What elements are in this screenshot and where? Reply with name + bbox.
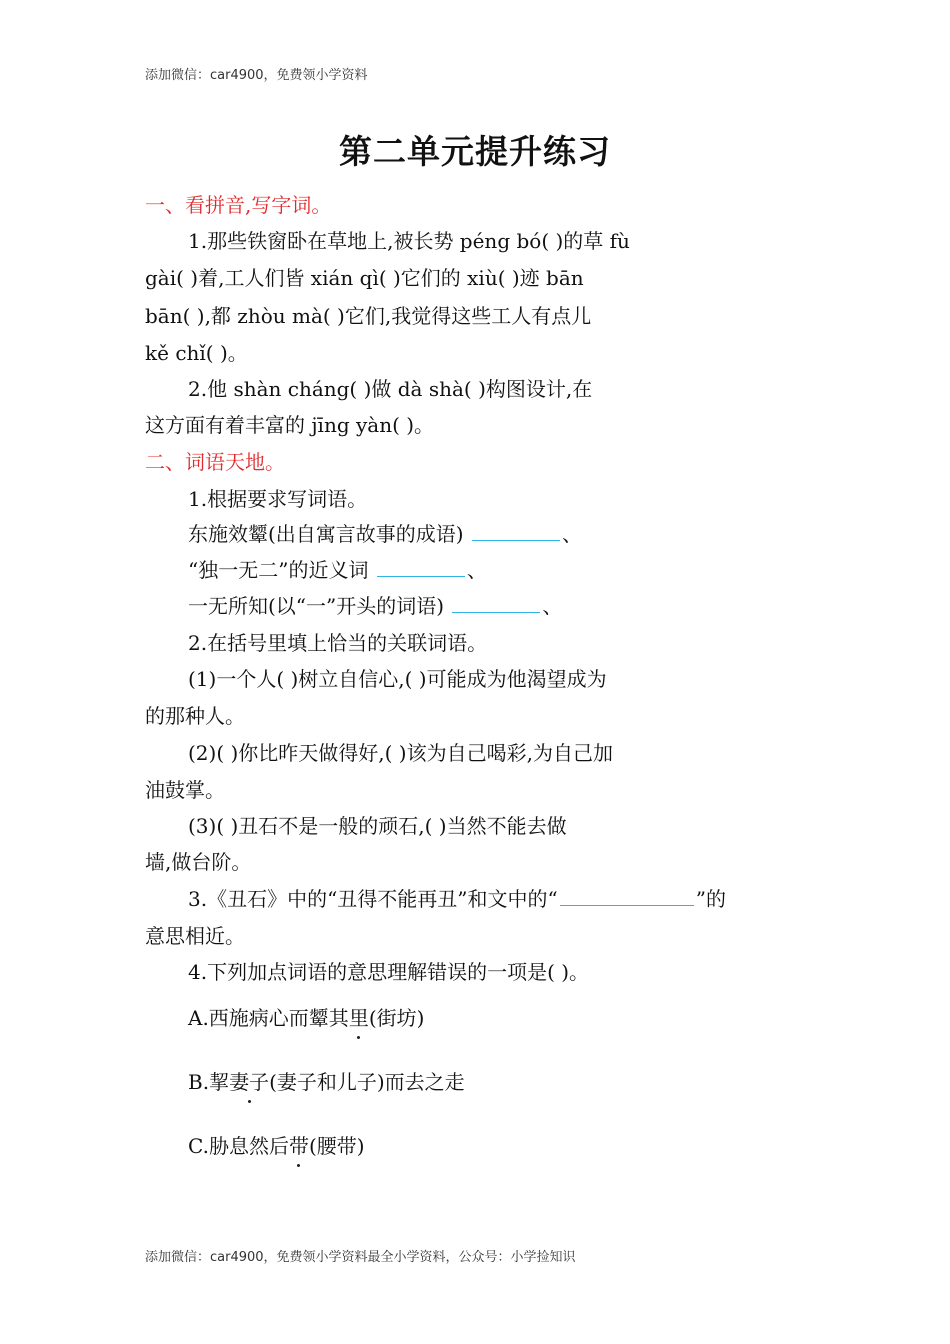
page-title: 第二单元提升练习 xyxy=(339,132,611,171)
option-b-post: (妻子和儿子)而去之走 xyxy=(269,1070,465,1094)
q2-line-1: 2.他 shàn cháng( )做 dà shà( )构图设计,在 xyxy=(188,377,593,401)
dotted-word: 带 xyxy=(288,1134,309,1158)
q3-line-1 xyxy=(188,886,726,912)
words-row-3-text: 一无所知(以“一”开头的词语) xyxy=(188,594,445,618)
q1-line-4: kě chǐ( )。 xyxy=(145,341,248,365)
option-a-post: (街坊) xyxy=(368,1006,425,1030)
answer-blank[interactable] xyxy=(472,522,560,541)
q3-pre: 3.《丑石》中的“丑得不能再丑”和文中的“ xyxy=(188,887,558,911)
q1-line-2: gài( )着,工人们皆 xián qì( )它们的 xiù( )迹 bān xyxy=(145,266,584,290)
words-row-2-text: “独一无二”的近义词 xyxy=(188,558,369,582)
option-a-pre: A.西施病心而颦其 xyxy=(188,1006,349,1030)
footer-note: 添加微信：car4900，免费领小学资料最全小学资料，公众号：小学捡知识 xyxy=(145,1250,576,1265)
option-a xyxy=(188,1005,424,1031)
answer-blank[interactable] xyxy=(452,594,540,613)
q1-line-3: bān( ),都 zhòu mà( )它们,我觉得这些工人有点儿 xyxy=(145,304,592,328)
words-row-2 xyxy=(188,557,487,583)
separator: 、 xyxy=(466,558,487,582)
separator: 、 xyxy=(542,594,563,618)
conj-1a: (1)一个人( )树立自信心,( )可能成为他渴望成为 xyxy=(188,667,607,691)
q4-stem: 4.下列加点词语的意思理解错误的一项是( )。 xyxy=(188,960,590,984)
words-row-1 xyxy=(188,521,582,547)
conj-3a: (3)( )丑石不是一般的顽石,( )当然不能去做 xyxy=(188,814,567,838)
answer-blank[interactable] xyxy=(377,558,465,577)
words-row-3 xyxy=(188,593,562,619)
option-b xyxy=(188,1069,465,1095)
separator: 、 xyxy=(561,522,582,546)
words-q2-label: 2.在括号里填上恰当的关联词语。 xyxy=(188,631,488,655)
dotted-word: 妻子 xyxy=(229,1070,270,1094)
words-row-1-text: 东施效颦(出自寓言故事的成语) xyxy=(188,522,464,546)
words-q1-label: 1.根据要求写词语。 xyxy=(188,487,368,511)
conj-2a: (2)( )你比昨天做得好,( )该为自己喝彩,为自己加 xyxy=(188,741,613,765)
q3-line-2: 意思相近。 xyxy=(145,924,245,948)
header-note: 添加微信：car4900，免费领小学资料 xyxy=(145,68,368,83)
option-c-post: (腰带) xyxy=(308,1134,365,1158)
option-b-pre: B.挈 xyxy=(188,1070,230,1094)
conj-3b: 墙,做台阶。 xyxy=(145,850,252,874)
q2-line-2: 这方面有着丰富的 jīng yàn( )。 xyxy=(145,413,435,437)
conj-1b: 的那种人。 xyxy=(145,704,245,728)
q3-post: ”的 xyxy=(695,887,726,911)
option-c-pre: C.胁息然后 xyxy=(188,1134,289,1158)
section2-heading: 二、词语天地。 xyxy=(145,450,285,474)
q1-line-1: 1.那些铁窗卧在草地上,被长势 péng bó( )的草 fù xyxy=(188,229,630,253)
dotted-word: 里 xyxy=(348,1006,369,1030)
conj-2b: 油鼓掌。 xyxy=(145,778,225,802)
section1-heading: 一、看拼音,写字词。 xyxy=(145,193,332,217)
answer-blank[interactable] xyxy=(560,887,694,906)
option-c xyxy=(188,1133,365,1159)
